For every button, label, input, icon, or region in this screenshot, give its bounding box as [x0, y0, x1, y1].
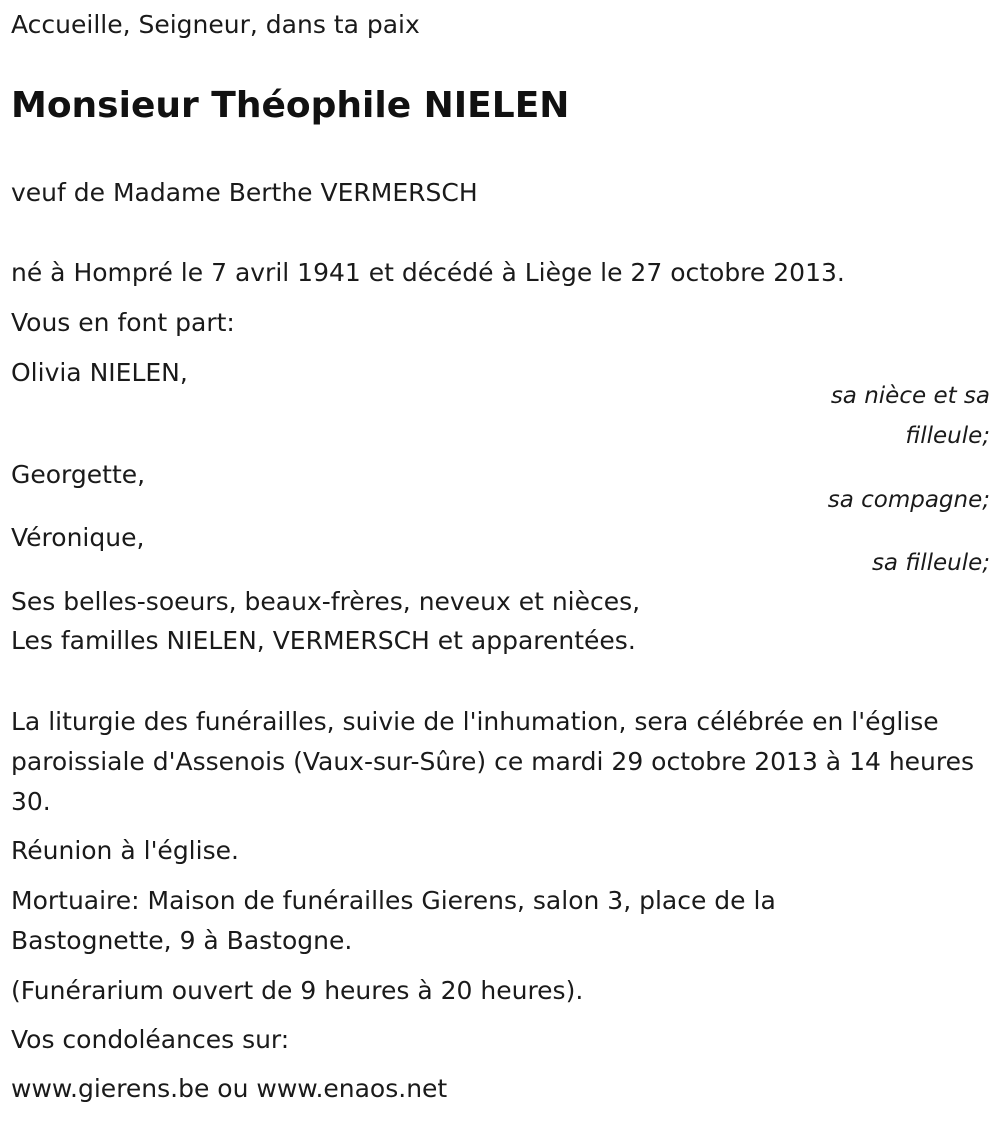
birth-death-text: né à Hompré le 7 avril 1941 et décédé à Liège le 27 octobre 2013.	[11, 258, 845, 287]
family-member-relation: sa compagne;	[827, 487, 990, 513]
widower-text: veuf de Madame Berthe VERMERSCH	[11, 178, 478, 207]
mortuary-text: Mortuaire: Maison de funérailles Gierens, salon 3, place de la Bastognette, 9 à Bastogne.	[11, 886, 776, 955]
family-member-relation: filleule;	[905, 423, 990, 449]
family-member-relation: sa filleule;	[871, 550, 990, 576]
family-member-name: Georgette,	[11, 460, 146, 489]
verse-text: Accueille, Seigneur, dans ta paix	[11, 10, 420, 39]
family-member-name: Véronique,	[11, 523, 145, 552]
condolences-sites: www.gierens.be ou www.enaos.net	[11, 1074, 448, 1103]
meeting-text: Réunion à l'église.	[11, 836, 239, 865]
family-member-name: Olivia NIELEN,	[11, 358, 188, 387]
deceased-name: Monsieur Théophile NIELEN	[11, 85, 570, 126]
others-line: Ses belles-soeurs, beaux-frères, neveux et nièces,	[11, 587, 641, 616]
liturgy-text: La liturgie des funérailles, suivie de l'inhumation, sera célébrée en l'église paroissiale d'Assenois (Vaux-sur-Sûre) ce mardi 29 octobre 2013 à 14 heures 30.	[11, 707, 975, 816]
family-member-relation: sa nièce et sa	[830, 383, 990, 409]
announce-text: Vous en font part:	[11, 308, 235, 337]
hours-text: (Funérarium ouvert de 9 heures à 20 heures).	[11, 976, 584, 1005]
others-line: Les familles NIELEN, VERMERSCH et apparentées.	[11, 626, 636, 655]
condolences-label: Vos condoléances sur:	[11, 1025, 290, 1054]
